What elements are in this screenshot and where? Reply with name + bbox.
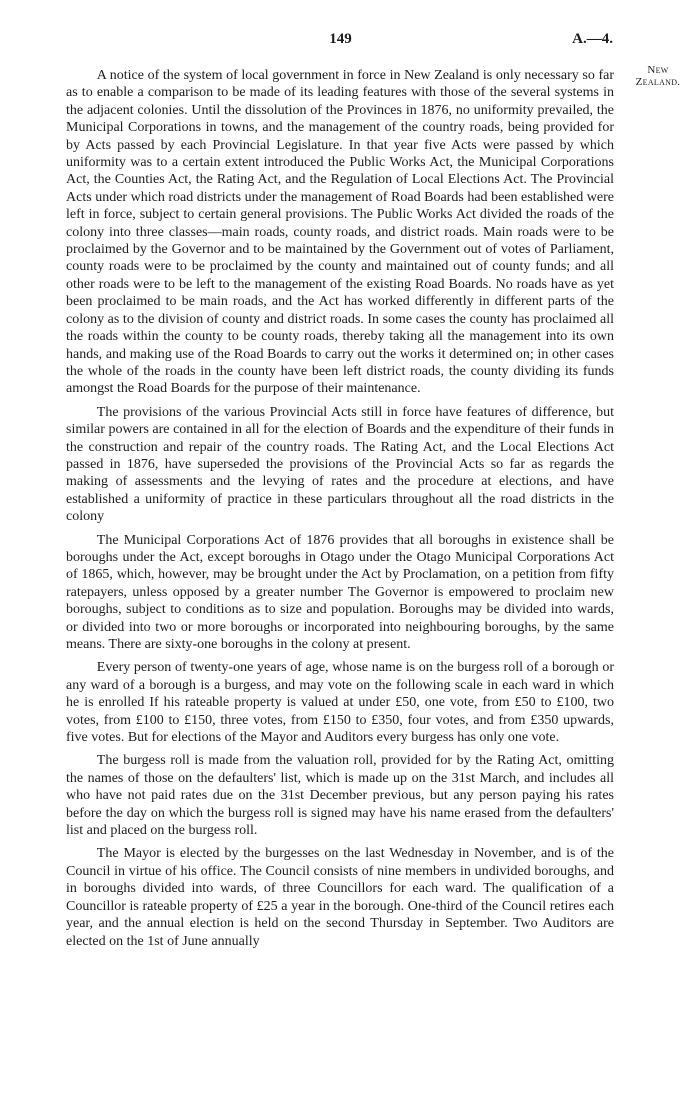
margin-note-line-1: New [647,64,669,76]
paragraph-provincial-acts: The provisions of the various Provincial Acts still in force have features of difference, but similar powers are contained in all for the election of Boards and the expenditure of their funds in the construction and repair of the country roads. The Rating Act, and the Local Elections Act passed in 1876, have superseded the provisions of the Provincial Acts so far as regards the making of assessments and the levying of rates and the procedure at elections, and have established a uniformity of practice in these particulars throughout all the road districts in the colony [66,404,614,525]
margin-note-line-2: Zealand. [635,76,681,88]
margin-note [622,64,694,88]
paragraph-burgess-roll: The burgess roll is made from the valuation roll, provided for by the Rating Act, omitting the names of those on the defaulters' list, which is made up on the 31st March, and includes all who have not paid rates due on the 31st December previous, but any person paying his rates before the day on which the burgess roll is signed may have his name erased from the defaulters' list and placed on the burgess roll. [66,753,614,839]
document-reference: A.—4. [572,31,613,47]
body-text [66,67,614,956]
paragraph-mayor-council: The Mayor is elected by the burgesses on the last Wednesday in November, and is of the Council in virtue of his office. The Council consists of nine members in undivided boroughs, and in boroughs divided into wards, of three Councillors for each ward. The qualification of a Councillor is rateable property of £25 a year in the borough. One-third of the Council retires each year, and the annual election is held on the second Thursday in September. Two Auditors are elected on the 1st of June annually [66,846,614,949]
page-header [68,31,613,51]
paragraph-burgess-voting: Every person of twenty-one years of age, whose name is on the burgess roll of a borough or any ward of a borough is a burgess, and may vote on the following scale in each ward in which he is enrolled If his rateable property is valued at under £50, one vote, from £50 to £100, two votes, from £100 to £150, three votes, from £150 to £350, four votes, and from £350 upwards, five votes. But for elections of the Mayor and Auditors every burgess has only one vote. [66,660,614,746]
paragraph-municipal-corporations: The Municipal Corporations Act of 1876 provides that all boroughs in existence shall be boroughs under the Act, except boroughs in Otago under the Otago Municipal Corporations Act of 1865, which, however, may be brought under the Act by Proclamation, on a petition from fifty ratepayers, unless opposed by a greater number The Governor is empowered to proclaim new boroughs, subject to conditions as to size and population. Boroughs may be divided into wards, or divided into two or more boroughs or incorporated into neighbouring boroughs, by the same means. There are sixty-one boroughs in the colony at present. [66,532,614,652]
paragraph-local-government-notice: A notice of the system of local government in force in New Zealand is only necessary so far as to enable a comparison to be made of its leading features with those of the several systems in the adjacent colonies. Until the dissolution of the Provinces in 1876, no uniformity prevailed, the Municipal Corporations in towns, and the management of the country roads, being provided for by Acts passed by each Provincial Legislature. In that year five Acts were passed by which uniformity was to a certain extent introduced the Public Works Act, the Municipal Corporations Act, the Counties Act, the Rating Act, and the Regulation of Local Elections Act. The Provincial Acts under which road districts under the management of Road Boards had been established were left in force, subject to certain general provisions. The Public Works Act divided the roads of the colony into three classes—main roads, county roads, and district roads. Main roads were to be proclaimed by the Governor and to be maintained by the Government out of votes of Parliament, county roads were to be proclaimed by the county and maintained out of county funds; and all other roads were to be left to the management of the existing Road Boards. No roads have as yet been proclaimed to be main roads, and the Act has worked differently in different parts of the colony as to the division of county and district roads. In some cases the county has proclaimed all the roads within the county to be county roads, thereby taking all the management into its own hands, and making use of the Road Boards to carry out the works it determined on; in other cases the whole of the roads in the county have been left district roads, the county dividing its funds amongst the Road Boards for the purpose of their maintenance. [66,68,614,397]
page-number: 149 [329,31,352,47]
